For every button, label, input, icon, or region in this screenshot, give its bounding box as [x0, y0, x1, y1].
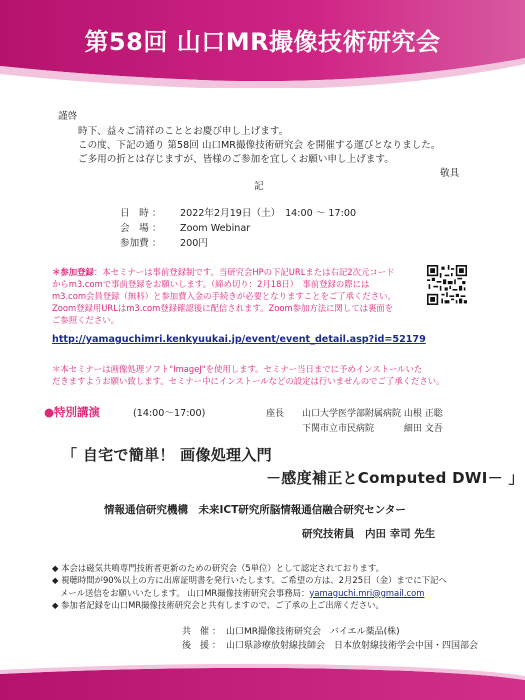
lecture-heading: ●特別講演: [44, 405, 101, 419]
registration-url[interactable]: http://yamaguchimri.kenkyuukai.jp/event/event_detail.asp?id=52179: [52, 334, 426, 345]
note-bullet-2: ◆: [52, 575, 62, 586]
date-label: 日 時 ：: [120, 208, 162, 219]
qr-code[interactable]: [427, 265, 467, 305]
notes-block: [52, 562, 447, 611]
header-banner: [0, 0, 525, 88]
fee-label: 参加費 ：: [120, 238, 162, 249]
imagej-note: [52, 363, 445, 387]
note-1: 本会は磁気共鳴専門技術者更新のための研究会（5単位）として認定されております。: [61, 563, 385, 573]
note-3: メール送信をお願いいたします。 山口MR撮像技術研究会事務局：: [60, 587, 310, 598]
registration-line-2: からm3.comで事前登録をお願いします。（締め切り：2月18日） 事前登録の際には: [52, 279, 370, 289]
lecture-title-1: 「 自宅で簡単！ 画像処理入門: [62, 446, 272, 464]
date-value: 2022年2月19日（土） 14:00 ～ 17:00: [180, 208, 357, 219]
venue-label: 会 場 ：: [120, 223, 162, 234]
fee-value: 200円: [180, 238, 208, 249]
registration-line-1: ：本セミナーは事前登録制です。当研究会HPの下記URLまたは右記2次元コード: [93, 267, 395, 277]
chair-1: 山口大学医学部附属病院 山根 正聡: [302, 409, 443, 419]
venue-value: Zoom Webinar: [180, 223, 251, 234]
note-4: 参加者記録を山口MR撮像技術研究会と共有しますので、ご了承の上ご出席ください。: [61, 599, 384, 610]
speaker-name: 研究技術員 内田 幸司 先生: [302, 528, 436, 540]
host-value: 山口MR撮像技術研究会 バイエル薬品(株): [226, 627, 400, 637]
host-label: 共 催 ：: [182, 627, 221, 637]
registration-block: [52, 266, 396, 326]
greeting-closing: 敬具: [440, 168, 460, 179]
chair-2: 下関市立市民病院 細田 文吾: [302, 424, 443, 434]
greeting-line-2: この度、下記の通り 第58回 山口MR撮像技術研究会 を開催する運びとなりました。: [78, 140, 441, 151]
note-bullet-3: ◆: [52, 599, 62, 610]
speaker-affiliation: 情報通信研究機構 未来ICT研究所脳情報通信融合研究センター: [104, 504, 406, 516]
support-value: 山口県診療放射線技師会 日本放射線技術学会中国・四国部会: [226, 641, 479, 651]
footer-swoosh: [0, 660, 525, 700]
lecture-time: (14:00～17:00): [133, 408, 206, 419]
greeting-line-3: ご多用の折とは存じますが、皆様のご参加を宜しくお願い申し上げます。: [78, 154, 394, 165]
registration-line-4: Zoom登録用URLはm3.com登録確認後に配信されます。Zoom参加方法に関しては裏面を: [52, 303, 394, 313]
registration-line-3: m3.com会員登録（無料）と参加費入金の手続きが必要となりますことをご了承ください。: [52, 291, 396, 301]
ki-marker: 記: [254, 181, 264, 192]
note-2: 視聴時間が90%以上の方に出席証明書を発行いたします。ご希望の方は、2月25日（金）までに下記へ: [61, 575, 447, 586]
greeting-line-1: 時下、益々ご清祥のこととお慶び申し上げます。: [78, 126, 289, 137]
support-label: 後 援 ：: [182, 641, 221, 651]
page-title: 第58回 山口MR撮像技術研究会: [84, 28, 441, 56]
lecture-title-2: －感度補正とComputed DWI－ 」: [266, 469, 524, 487]
registration-heading: ＊参加登録: [52, 267, 94, 277]
imagej-note-line-1: ＊本セミナーは画像処理ソフト"ImageJ"を使用します。セミナー当日までに予めインストールいた: [52, 364, 423, 374]
contact-email[interactable]: yamaguchi.mri@gmail.com: [309, 587, 425, 598]
greeting-opening: 謹啓: [58, 111, 78, 122]
chair-label: 座長: [266, 409, 285, 419]
imagej-note-line-2: だきますようお願い致します。セミナー中にインストールなどの設定は行いませんのでご了承ください。: [52, 376, 445, 386]
registration-line-5: ご参照ください。: [52, 315, 119, 325]
note-bullet-1: ◆: [52, 563, 62, 573]
